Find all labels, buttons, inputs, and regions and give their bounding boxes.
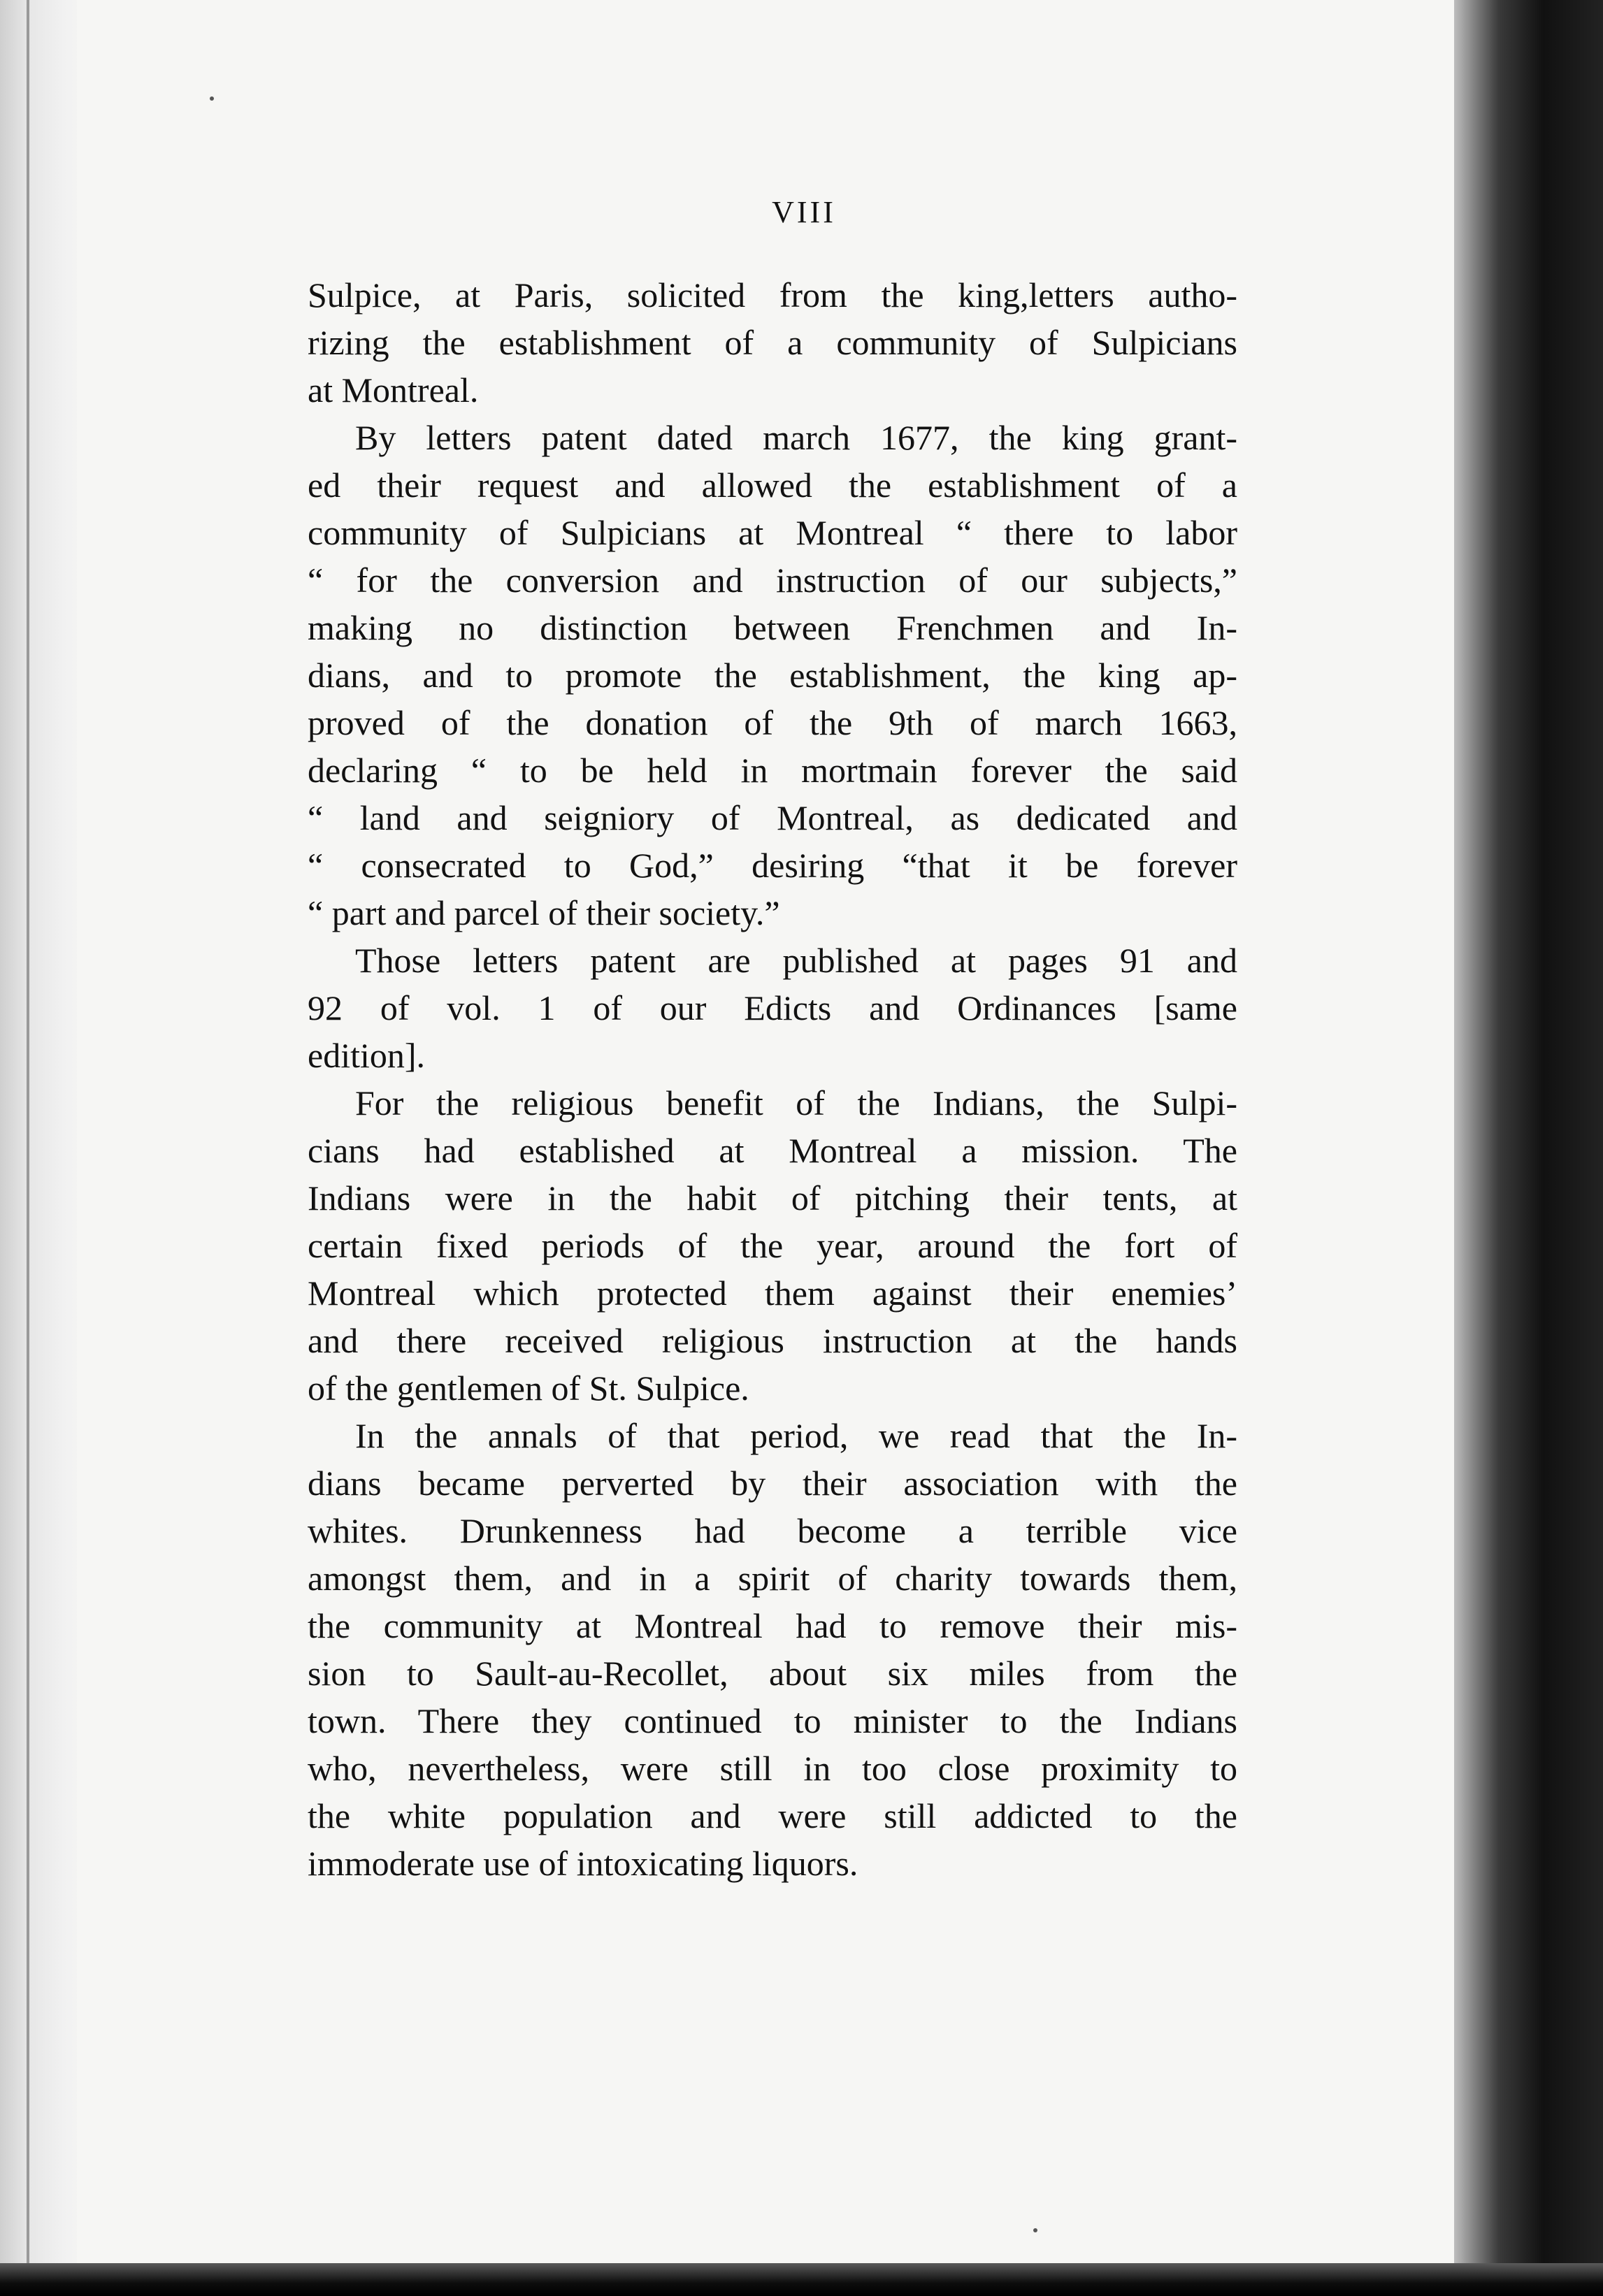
text-line: of the gentlemen of St. Sulpice.	[308, 1369, 749, 1408]
text-line: dians, and to promote the establishment, the king ap-	[308, 656, 1237, 695]
paragraph	[308, 1412, 1237, 1887]
body-text	[308, 271, 1237, 1887]
text-line: proved of the donation of the 9th of march 1663,	[308, 703, 1237, 742]
page-right-edge-shadow	[1454, 0, 1603, 2296]
text-line: and there received religious instruction at the hands	[308, 1321, 1237, 1360]
text-line: the white population and were still addicted to the	[308, 1796, 1237, 1835]
text-line: “ for the conversion and instruction of our subjects,”	[308, 561, 1237, 600]
text-line: making no distinction between Frenchmen and In-	[308, 608, 1237, 647]
text-line: whites. Drunkenness had become a terrible vice	[308, 1511, 1237, 1550]
text-line: at Montreal.	[308, 370, 479, 410]
text-line: edition].	[308, 1036, 426, 1075]
paragraph	[308, 937, 1237, 1079]
text-line: “ consecrated to God,” desiring “that it be forever	[308, 846, 1237, 885]
text-line: dians became perverted by their association with the	[308, 1464, 1237, 1503]
running-head-page-number: VIII	[772, 195, 836, 229]
paragraph	[308, 271, 1237, 414]
text-line: Sulpice, at Paris, solicited from the king,letters autho-	[308, 275, 1237, 315]
text-line: In the annals of that period, we read that the In-	[355, 1416, 1237, 1455]
text-line: “ land and seigniory of Montreal, as dedicated and	[308, 798, 1237, 837]
text-line: sion to Sault-au-Recollet, about six miles from the	[308, 1654, 1237, 1693]
text-line: Indians were in the habit of pitching their tents, at	[308, 1178, 1237, 1218]
text-line: certain fixed periods of the year, around the fort of	[308, 1226, 1237, 1265]
paragraph	[308, 414, 1237, 937]
paragraph	[308, 1079, 1237, 1412]
speck-mark	[1033, 2228, 1037, 2232]
text-line: community of Sulpicians at Montreal “ there to labor	[308, 513, 1237, 552]
text-line: town. There they continued to minister to the Indians	[308, 1701, 1237, 1740]
text-line: Those letters patent are published at pages 91 and	[355, 941, 1237, 980]
text-line: the community at Montreal had to remove their mis-	[308, 1606, 1237, 1645]
text-line: ed their request and allowed the establishment of a	[308, 465, 1237, 505]
text-line: rizing the establishment of a community of Sulpicians	[308, 323, 1237, 362]
text-line: 92 of vol. 1 of our Edicts and Ordinances [same	[308, 988, 1237, 1027]
text-line: “ part and parcel of their society.”	[308, 893, 780, 932]
text-line: For the religious benefit of the Indians, the Sulpi-	[355, 1083, 1237, 1122]
text-line: who, nevertheless, were still in too close proximity to	[308, 1749, 1237, 1788]
text-line: immoderate use of intoxicating liquors.	[308, 1844, 858, 1883]
speck-mark	[210, 96, 214, 101]
text-line: cians had established at Montreal a mission. The	[308, 1131, 1237, 1170]
text-line: amongst them, and in a spirit of charity towards them,	[308, 1559, 1237, 1598]
text-line: declaring “ to be held in mortmain forever the said	[308, 751, 1237, 790]
page-bottom-edge-shadow	[0, 2263, 1603, 2296]
text-line: Montreal which protected them against their enemies’	[308, 1273, 1237, 1313]
text-line: By letters patent dated march 1677, the king grant-	[355, 418, 1237, 457]
